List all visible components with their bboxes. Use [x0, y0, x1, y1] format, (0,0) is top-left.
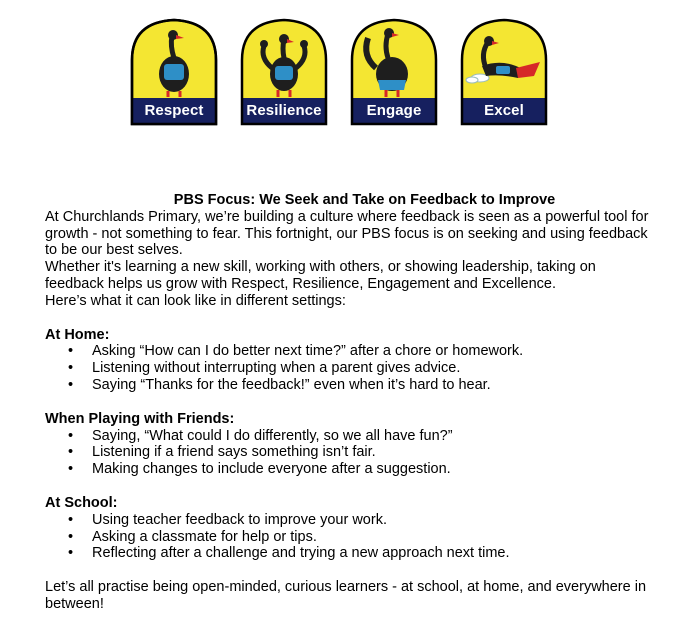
list-item: [68, 528, 650, 546]
list-item-text: Listening without interrupting when a parent gives advice.: [92, 360, 461, 377]
section-heading-home: At Home:: [45, 326, 110, 343]
spacer: [45, 310, 650, 327]
badge-label: Respect: [144, 102, 204, 119]
list-item: [68, 343, 650, 360]
section-heading-friends: When Playing with Friends:: [45, 410, 235, 427]
school-list: [45, 512, 650, 562]
bullet-icon: •: [68, 545, 74, 562]
spacer: [45, 478, 650, 495]
list-item-text: Reflecting after a challenge and trying a new approach next time.: [92, 545, 510, 562]
intro-paragraph-1: At Churchlands Primary, we’re building a culture where feedback is seen as a powerful tool for growth - not something to fear. This fortnight, our PBS focus is on seeking and using feedback to be our best selves.: [45, 208, 649, 259]
list-item: [68, 461, 650, 478]
badge-label: Resilience: [246, 102, 322, 119]
bullet-icon: •: [68, 360, 74, 377]
closing-paragraph: Let’s all practise being open-minded, curious learners - at school, at home, and everywhere in between!: [45, 579, 647, 612]
badge-excel: [458, 18, 550, 128]
list-item-text: Saying “Thanks for the feedback!” even when it’s hard to hear.: [92, 376, 491, 393]
list-item: [68, 360, 650, 377]
badge-respect: [128, 18, 220, 128]
list-item-text: Using teacher feedback to improve your work.: [92, 511, 387, 528]
list-item-text: Making changes to include everyone after a suggestion.: [92, 461, 451, 478]
section-heading-school: At School:: [45, 494, 118, 511]
list-item: [68, 545, 650, 562]
list-item: [68, 376, 650, 394]
article-title: PBS Focus: We Seek and Take on Feedback to Improve: [173, 192, 556, 208]
badge-label: Excel: [484, 102, 524, 119]
spacer: [45, 394, 650, 411]
bullet-icon: •: [68, 511, 74, 528]
badge-label: Engage: [366, 102, 422, 119]
list-item-text: Saying, “What could I do differently, so we all have fun?”: [92, 427, 453, 444]
bullet-icon: •: [68, 343, 74, 360]
bullet-icon: •: [68, 427, 74, 444]
bullet-icon: •: [68, 444, 74, 461]
bullet-icon: •: [68, 461, 74, 478]
bullet-icon: •: [68, 376, 74, 393]
pbs-badges-row: [128, 18, 548, 133]
list-item: [68, 444, 650, 461]
list-item-text: Listening if a friend says something isn’t fair.: [92, 444, 376, 461]
list-item: [68, 511, 650, 529]
list-item-text: Asking a classmate for help or tips.: [92, 528, 317, 545]
list-item: [68, 427, 650, 445]
intro-paragraph-2: Whether it's learning a new skill, working with others, or showing leadership, taking on feedback helps us grow with Respect, Resilience, Engagement and Excellence.: [45, 259, 596, 292]
badge-engage: [348, 18, 440, 128]
list-item-text: Asking “How can I do better next time?” after a chore or homework.: [92, 343, 524, 360]
friends-list: [45, 428, 650, 478]
intro-paragraph-3: Here’s what it can look like in different settings:: [45, 292, 346, 309]
article-body: [45, 192, 650, 613]
home-list: [45, 343, 650, 393]
badge-resilience: [238, 18, 330, 128]
bullet-icon: •: [68, 528, 74, 545]
